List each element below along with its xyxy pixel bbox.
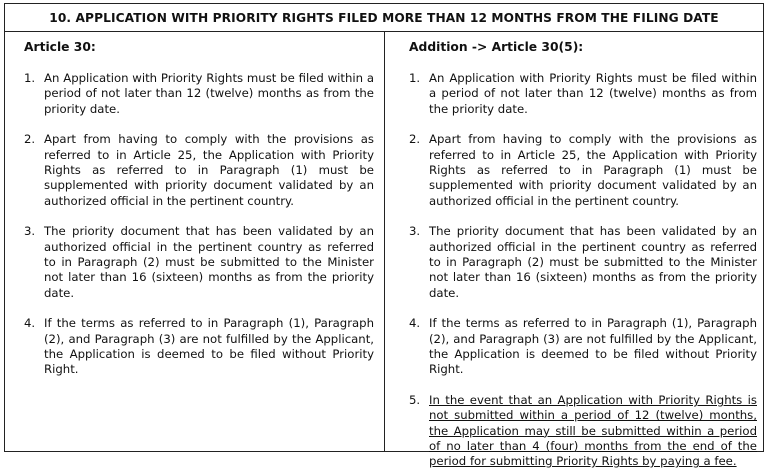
item-number: 3. xyxy=(409,224,421,239)
item-text-added: In the event that an Application with Priority Rights is not submitted within a period of 12 (twelve) months, the Application may still be submitted within a period of no later than 4 (four) months from the end of the period for submitting Priority Rights by paying a fee. xyxy=(429,393,757,469)
comparison-table xyxy=(4,3,764,469)
list-item xyxy=(409,71,757,117)
item-number: 4. xyxy=(409,316,421,331)
list-item xyxy=(24,224,374,300)
item-text: If the terms as referred to in Paragraph (1), Paragraph (2), and Paragraph (3) are not fulfilled by the Applicant, the Application is deemed to be filed without Priority Right. xyxy=(44,316,374,377)
column-article-30 xyxy=(5,32,385,452)
list-item xyxy=(24,132,374,208)
item-text: Apart from having to comply with the provisions as referred to in Article 25, the Application with Priority Rights as referred to in Paragraph (1) must be supplemented with priority document validated by an authorized official in the pertinent country. xyxy=(429,132,757,208)
list-item xyxy=(24,71,374,117)
item-number: 2. xyxy=(24,132,36,147)
item-number: 3. xyxy=(24,224,36,239)
item-text: The priority document that has been validated by an authorized official in the pertinent country as referred to in Paragraph (2) must be submitted to the Minister not later than 16 (sixteen) months as from the priority date. xyxy=(429,224,757,300)
item-text: An Application with Priority Rights must be filed within a period of not later than 12 (twelve) months as from the priority date. xyxy=(429,71,757,116)
column-heading-left: Article 30: xyxy=(24,40,96,54)
table-title: 10. APPLICATION WITH PRIORITY RIGHTS FILED MORE THAN 12 MONTHS FROM THE FILING DATE xyxy=(5,4,763,32)
article-30-list xyxy=(24,71,374,378)
list-item xyxy=(409,316,757,377)
column-heading-right: Addition -> Article 30(5): xyxy=(409,40,584,54)
item-text: An Application with Priority Rights must be filed within a period of not later than 12 (twelve) months as from the priority date. xyxy=(44,71,374,116)
item-text: The priority document that has been validated by an authorized official in the pertinent country as referred to in Paragraph (2) must be submitted to the Minister not later than 16 (sixteen) months as from the priority date. xyxy=(44,224,374,300)
item-number: 1. xyxy=(409,71,421,85)
list-item xyxy=(24,316,374,377)
item-number: 2. xyxy=(409,132,421,147)
list-item xyxy=(409,224,757,300)
item-text: Apart from having to comply with the provisions as referred to in Article 25, the Application with Priority Rights as referred to in Paragraph (1) must be supplemented with priority document validated by an authorized official in the pertinent country. xyxy=(44,132,374,208)
item-number: 1. xyxy=(24,71,36,85)
list-item xyxy=(409,393,757,469)
article-30-5-list xyxy=(409,71,757,470)
column-article-30-5 xyxy=(385,32,763,469)
table-columns xyxy=(5,32,763,469)
item-text: If the terms as referred to in Paragraph (1), Paragraph (2), and Paragraph (3) are not fulfilled by the Applicant, the Application is deemed to be filed without Priority Right. xyxy=(429,316,757,377)
item-number: 5. xyxy=(409,393,421,408)
item-number: 4. xyxy=(24,316,36,331)
list-item xyxy=(409,132,757,208)
